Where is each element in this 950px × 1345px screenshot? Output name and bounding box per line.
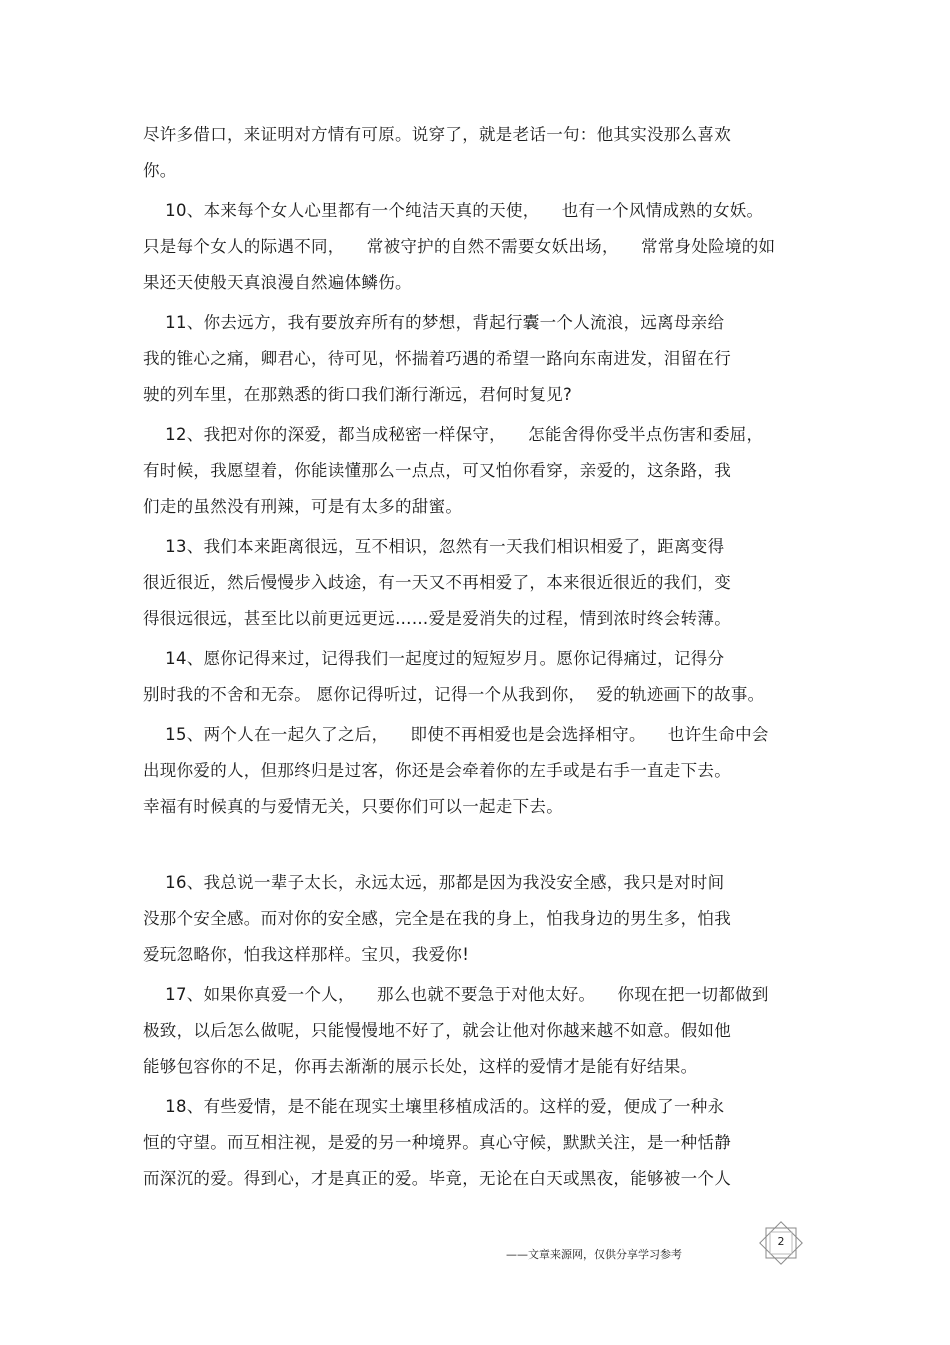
text-line: 幸福有时候真的与爱情无关，只要你们可以一起走下去。 — [143, 797, 563, 816]
text-line: 很近很近，然后慢慢步入歧途，有一天又不再相爱了，本来很近很近的我们，变 — [143, 573, 731, 592]
text-line: 没那个安全感。而对你的安全感，完全是在我的身上，怕我身边的男生多，怕我 — [143, 909, 731, 928]
text-line: 你。 — [143, 161, 177, 180]
source-note: ——文章来源网，仅供分享学习参考 — [506, 1248, 682, 1261]
text-line: 我的锥心之痛，卿君心，待可见，怀揣着巧遇的希望一路向东南进发，泪留在行 — [143, 349, 731, 368]
text-line: 13、我们本来距离很远，互不相识，忽然有一天我们相识相爱了，距离变得 — [143, 537, 725, 556]
text-line: 们走的虽然没有刑辣，可是有太多的甜蜜。 — [143, 497, 463, 516]
page-number: 2 — [777, 1235, 785, 1248]
text-line: 得很远很远，甚至比以前更远更远……爱是爱消失的过程，情到浓时终会转薄。 — [143, 609, 731, 628]
text-line: 别时我的不舍和无奈。 愿你记得听过，记得一个从我到你， 爱的轨迹画下的故事。 — [143, 685, 765, 704]
text-line: 12、我把对你的深爱，都当成秘密一样保守， 怎能舍得你受半点伤害和委屈， — [143, 425, 764, 444]
text-line: 尽许多借口，来证明对方情有可原。说穿了，就是老话一句：他其实没那么喜欢 — [143, 125, 731, 144]
text-line: 极致，以后怎么做呢，只能慢慢地不好了，就会让他对你越来越不如意。假如他 — [143, 1021, 731, 1040]
text-line: 14、愿你记得来过，记得我们一起度过的短短岁月。愿你记得痛过，记得分 — [143, 649, 725, 668]
text-line: 爱玩忽略你，怕我这样那样。宝贝，我爱你! — [143, 945, 470, 964]
text-line: 15、两个人在一起久了之后， 即使不再相爱也是会选择相守。 也许生命中会 — [143, 725, 769, 744]
text-line: 果还天使般天真浪漫自然遍体鳞伤。 — [143, 273, 412, 292]
text-line: 出现你爱的人，但那终归是过客，你还是会牵着你的左手或是右手一直走下去。 — [143, 761, 731, 780]
text-line: 有时候，我愿望着，你能读懂那么一点点，可又怕你看穿，亲爱的，这条路，我 — [143, 461, 731, 480]
text-line: 16、我总说一辈子太长，永远太远，那都是因为我没安全感，我只是对时间 — [143, 873, 725, 892]
text-line: 能够包容你的不足，你再去渐渐的展示长处，这样的爱情才是能有好结果。 — [143, 1057, 698, 1076]
text-line: 10、本来每个女人心里都有一个纯洁天真的天使， 也有一个风情成熟的女妖。 — [143, 201, 764, 220]
text-line: 恒的守望。而互相注视，是爱的另一种境界。真心守候，默默关注，是一种恬静 — [143, 1133, 731, 1152]
text-line: 18、有些爱情，是不能在现实土壤里移植成活的。这样的爱，便成了一种永 — [143, 1097, 725, 1116]
text-line: 驶的列车里，在那熟悉的街口我们渐行渐远，君何时复见? — [143, 385, 573, 404]
text-line: 17、如果你真爱一个人， 那么也就不要急于对他太好。 你现在把一切都做到 — [143, 985, 769, 1004]
text-line: 而深沉的爱。得到心，才是真正的爱。毕竟，无论在白天或黑夜，能够被一个人 — [143, 1169, 731, 1188]
text-line: 只是每个女人的际遇不同， 常被守护的自然不需要女妖出场， 常常身处险境的如 — [143, 237, 776, 256]
text-line: 11、你去远方，我有要放弃所有的梦想，背起行囊一个人流浪，远离母亲给 — [143, 313, 725, 332]
page-number-badge — [758, 1220, 804, 1266]
